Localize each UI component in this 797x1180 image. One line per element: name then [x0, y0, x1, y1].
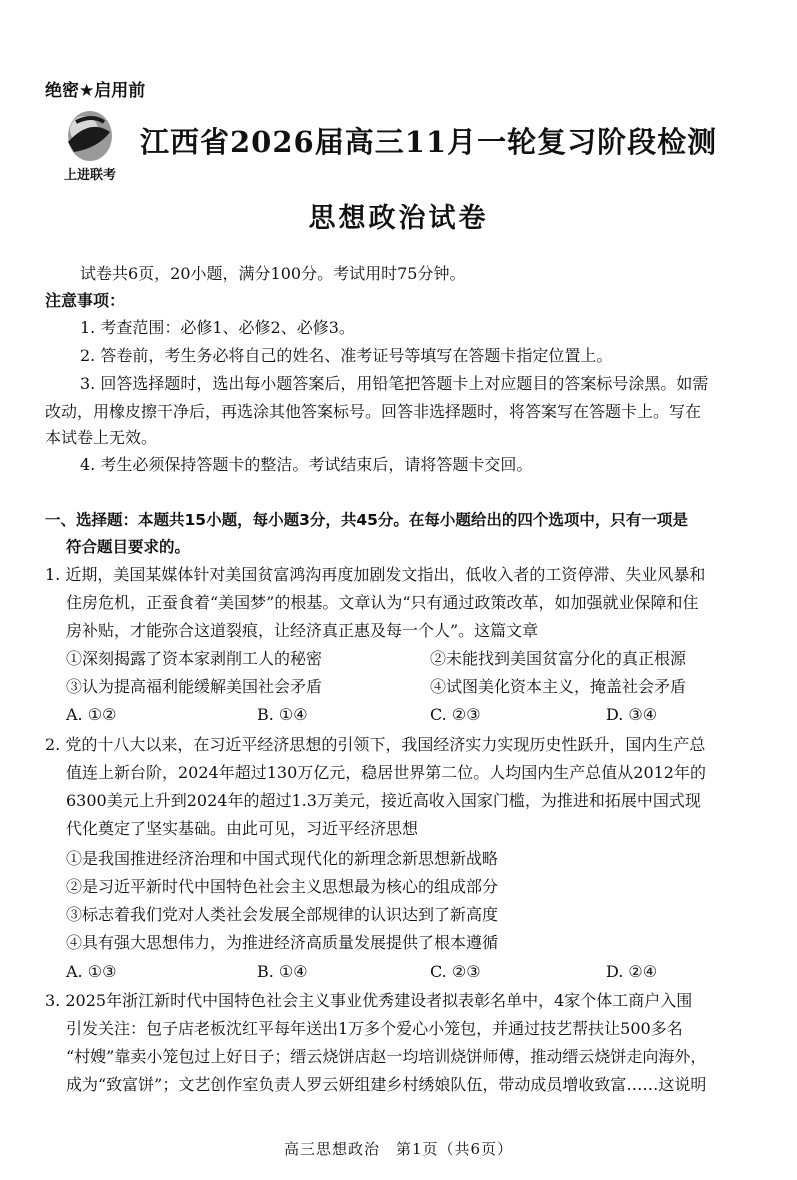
question-2-option-a: A. ①③	[66, 962, 117, 981]
question-2-option-d: D. ②④	[606, 962, 658, 981]
question-3-text: 成为“致富饼”；文艺创作室负责人罗云妍组建乡村绣娘队伍，带动成员增收致富……这说明	[66, 1075, 707, 1094]
question-2-item: ④具有强大思想伟力，为推进经济高质量发展提供了根本遵循	[66, 933, 499, 952]
question-2-option-b: B. ①④	[257, 962, 308, 981]
question-1-text: 房补贴，才能弥合这道裂痕，让经济真正惠及每一个人”。这篇文章	[66, 621, 539, 640]
question-2-item: ②是习近平新时代中国特色社会主义思想最为核心的组成部分	[66, 877, 499, 896]
question-1-option-c: C. ②③	[430, 705, 481, 724]
question-1-item: ①深刻揭露了资本家剥削工人的秘密	[66, 649, 323, 668]
question-1-option-d: D. ③④	[606, 705, 658, 724]
question-2-text: 值连上新台阶，2024年超过130万亿元，稳居世界第二位。人均国内生产总值从2012年的	[66, 763, 706, 782]
question-1-item: ③认为提高福利能缓解美国社会矛盾	[66, 677, 323, 696]
question-2-option-c: C. ②③	[430, 962, 481, 981]
note-line: 2. 答卷前，考生务必将自己的姓名、准考证号等填写在答题卡指定位置上。	[80, 346, 613, 365]
question-2-item: ①是我国推进经济治理和中国式现代化的新理念新思想新战略	[66, 849, 499, 868]
question-3-text: “村嫂”靠卖小笼包过上好日子；缙云烧饼店赵一均培训烧饼师傅，推动缙云烧饼走向海外，	[66, 1047, 707, 1066]
question-1-text: 住房危机，正蚕食着“美国梦”的根基。文章认为“只有通过政策改革，如加强就业保障和住	[66, 593, 699, 612]
question-2-item: ③标志着我们党对人类社会发展全部规律的认识达到了新高度	[66, 905, 499, 924]
notes-heading: 注意事项：	[45, 291, 126, 310]
question-1-option-a: A. ①②	[66, 705, 117, 724]
question-2-text: 代化奠定了坚实基础。由此可见，习近平经济思想	[66, 819, 419, 838]
note-line: 4. 考生必须保持答题卡的整洁。考试结束后，请将答题卡交回。	[80, 455, 533, 474]
exam-subject-title: 思想政治试卷	[308, 203, 489, 234]
question-1-text: 1. 近期，美国某媒体针对美国贫富鸿沟再度加剧发文指出，低收入者的工资停滞、失业风暴和	[45, 565, 706, 584]
exam-title: 江西省2026届高三11月一轮复习阶段检测	[140, 125, 718, 159]
question-1-item: ②未能找到美国贫富分化的真正根源	[430, 649, 687, 668]
logo-mark-icon	[50, 108, 130, 166]
note-line: 改动，用橡皮擦干净后，再选涂其他答案标号。回答非选择题时，将答案写在答题卡上。写在	[45, 402, 702, 421]
section-heading: 一、选择题：本题共15小题，每小题3分，共45分。在每小题给出的四个选项中，只有一项是	[45, 511, 688, 529]
question-2-text: 6300美元上升到2024年的超过1.3万美元，接近高收入国家门槛，为推进和拓展中国式现	[66, 791, 701, 810]
note-line: 本试卷上无效。	[45, 428, 158, 447]
exam-intro: 试卷共6页，20小题，满分100分。考试用时75分钟。	[80, 264, 466, 283]
logo-text: 上进联考	[63, 168, 116, 183]
question-3-text: 3. 2025年浙江新时代中国特色社会主义事业优秀建设者拟表彰名单中，4家个体工商户入围	[45, 991, 693, 1010]
page-footer: 高三思想政治 第1页（共6页）	[283, 1140, 514, 1158]
note-line: 1. 考查范围：必修1、必修2、必修3。	[80, 318, 355, 337]
section-heading-cont: 符合题目要求的。	[66, 538, 191, 556]
confidential-label: 绝密★启用前	[45, 81, 146, 101]
question-3-text: 引发关注：包子店老板沈红平每年送出1万多个爱心小笼包，并通过技艺帮扶让500多名	[66, 1019, 683, 1038]
question-1-option-b: B. ①④	[257, 705, 308, 724]
exam-logo	[50, 108, 130, 186]
question-2-text: 2. 党的十八大以来，在习近平经济思想的引领下，我国经济实力实现历史性跃升，国内生产总	[45, 735, 706, 754]
note-line: 3. 回答选择题时，选出每小题答案后，用铅笔把答题卡上对应题目的答案标号涂黑。如需	[80, 374, 709, 393]
question-1-item: ④试图美化资本主义，掩盖社会矛盾	[430, 677, 687, 696]
